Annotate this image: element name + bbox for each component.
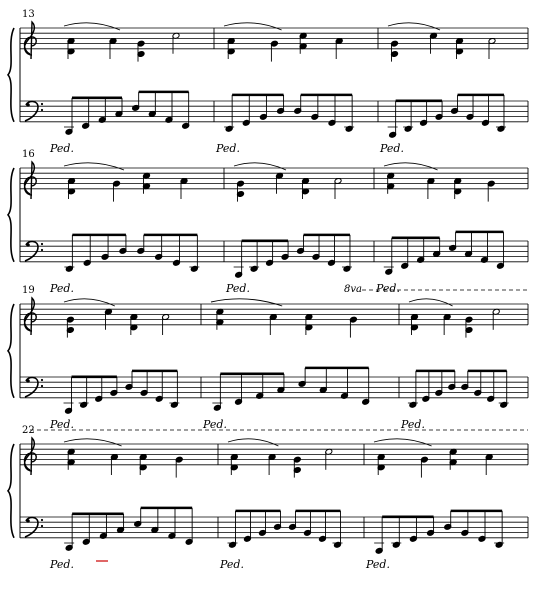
slur (211, 299, 282, 306)
pedal-mark: Ped. (380, 141, 404, 155)
slur (234, 163, 286, 170)
brace (8, 168, 14, 262)
slur (64, 23, 120, 30)
bass-clef-dot (41, 385, 43, 387)
pedal-mark: Ped. (401, 417, 425, 431)
system-3 (8, 285, 528, 431)
treble-clef-icon (24, 298, 36, 335)
pedal-mark: Ped. (50, 281, 74, 295)
pedal-mark: Ped. (50, 141, 74, 155)
system-2 (8, 149, 528, 295)
bass-clef-dot (26, 243, 30, 247)
pedal-mark: Ped. (220, 557, 244, 571)
system-1 (8, 9, 528, 155)
bass-clef-dot (41, 519, 43, 521)
bass-clef-dot (41, 109, 43, 111)
measure-number: 22 (22, 425, 35, 436)
brace (8, 28, 14, 122)
ottava-mark: 8va (344, 284, 362, 295)
pedal-mark: Ped. (50, 417, 74, 431)
pedal-mark: Ped. (50, 557, 74, 571)
measure-number: 19 (22, 285, 35, 296)
slur (409, 299, 453, 306)
pedal-mark: Ped. (376, 281, 400, 295)
slur (374, 439, 432, 446)
systems-layer (8, 9, 528, 571)
ottava-group (30, 281, 528, 430)
bass-clef-dot (41, 103, 43, 105)
treble-clef-icon (24, 438, 36, 475)
slur (228, 439, 278, 446)
brace (8, 304, 14, 398)
slur (64, 439, 122, 446)
treble-clef-icon (24, 162, 36, 199)
measure-number: 13 (22, 9, 35, 20)
bass-clef-dot (41, 525, 43, 527)
bass-clef-dot (41, 379, 43, 381)
slur (224, 23, 282, 30)
bass-clef-dot (26, 519, 30, 523)
slur (384, 163, 438, 170)
pedal-mark: Ped. (366, 557, 390, 571)
bass-clef-dot (26, 379, 30, 383)
bass-clef-dot (41, 243, 43, 245)
measure-number: 16 (22, 149, 35, 160)
slur (64, 163, 124, 170)
slur (64, 299, 115, 306)
pedal-mark: Ped. (226, 281, 250, 295)
pedal-mark: Ped. (203, 417, 227, 431)
brace (8, 444, 14, 538)
bass-clef-dot (26, 103, 30, 107)
bass-clef-dot (41, 249, 43, 251)
slur (388, 23, 440, 30)
treble-clef-icon (24, 22, 36, 59)
system-4 (8, 425, 528, 571)
pedal-mark: Ped. (216, 141, 240, 155)
